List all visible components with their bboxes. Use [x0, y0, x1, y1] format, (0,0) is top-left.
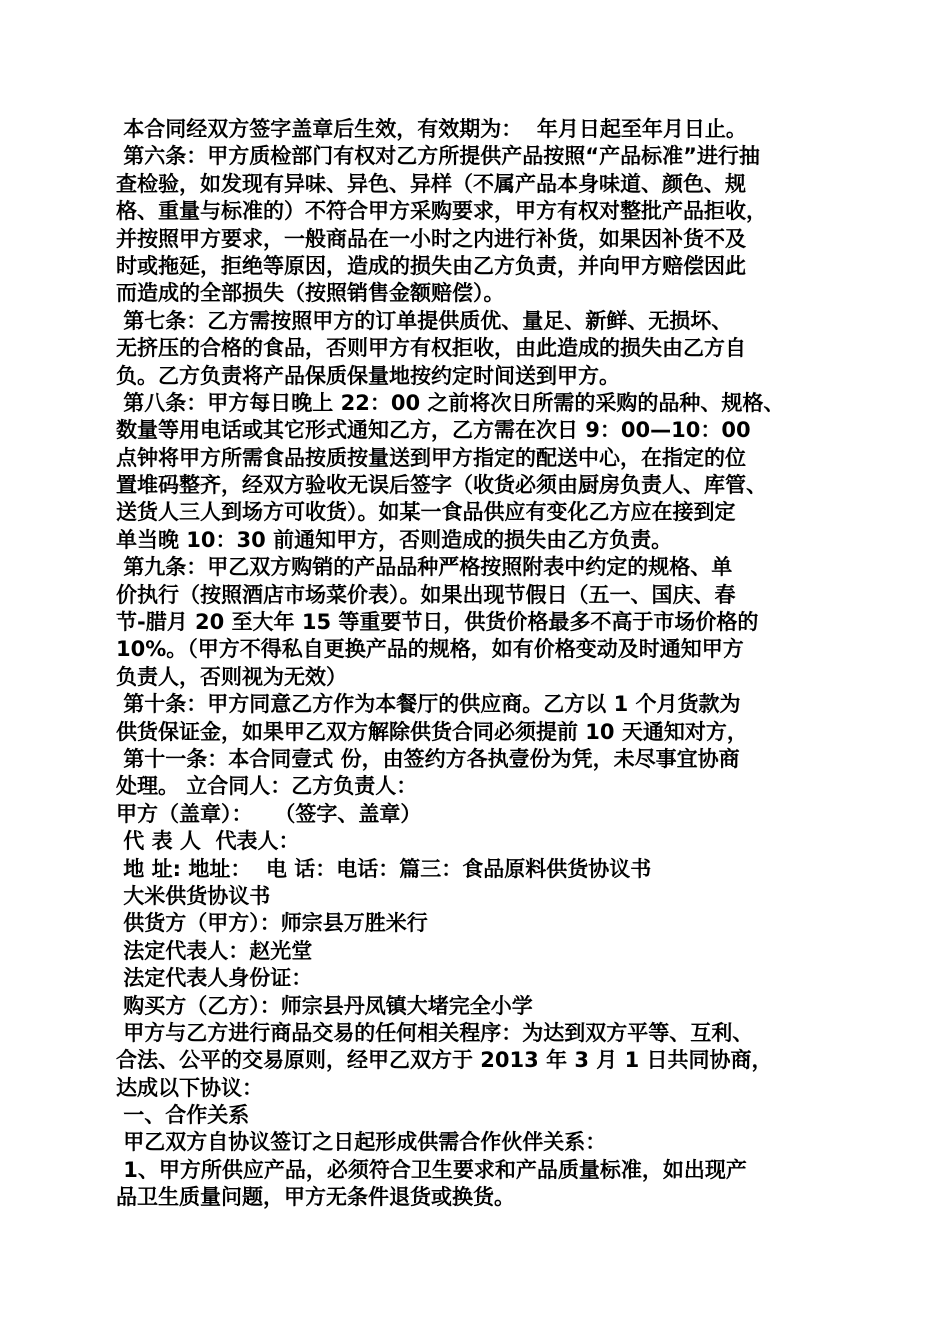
text-line: 合法、公平的交易原则，经甲乙双方于 2013 年 3 月 1 日共同协商，: [116, 1048, 773, 1073]
text-line: 供货方（甲方）：师宗县万胜米行: [116, 911, 428, 936]
text-line: 甲方与乙方进行商品交易的任何相关程序：为达到双方平等、互利、: [116, 1020, 754, 1045]
text-line: 节-腊月 20 至大年 15 等重要节日，供货价格最多不高于市场价格的: [116, 610, 759, 635]
text-line: 本合同经双方签字盖章后生效，有效期为： 年月日起至年月日止。: [116, 117, 747, 141]
text-line: 法定代表人身份证：: [116, 966, 313, 991]
text-line: 达成以下协议：: [116, 1075, 263, 1100]
text-line: 甲方（盖章）： （签字、盖章）: [116, 801, 422, 826]
text-line: 置堆码整齐，经双方验收无误后签字（收货必须由厨房负责人、库管、: [116, 473, 767, 498]
text-line: 第七条：乙方需按照甲方的订单提供质优、量足、新鲜、无损坏、: [116, 308, 733, 333]
text-line: 品卫生质量问题，甲方无条件退货或换货。: [116, 1185, 515, 1210]
text-line: 点钟将甲方所需食品按质按量送到甲方指定的配送中心，在指定的位: [116, 445, 746, 470]
text-line: 查检验，如发现有异味、异色、异样（不属产品本身味道、颜色、规: [116, 171, 746, 196]
text-line: 10%。（甲方不得私自更换产品的规格，如有价格变动及时通知甲方: [116, 637, 744, 662]
text-line: 第九条：甲乙双方购销的产品品种严格按照附表中约定的规格、单: [116, 555, 733, 580]
text-line: 大米供货协议书: [116, 883, 271, 908]
text-line: 代 表 人 代表人：: [116, 829, 300, 854]
text-line: 第十条：甲方同意乙方作为本餐厅的供应商。乙方以 1 个月货款为: [116, 692, 741, 717]
text-line: 单当晚 10：30 前通知甲方，否则造成的损失由乙方负责。: [116, 527, 673, 552]
text-line: 第十一条：本合同壹式 份，由签约方各执壹份为凭，未尽事宜协商: [116, 746, 740, 771]
text-line: 格、重量与标准的）不符合甲方采购要求，甲方有权对整批产品拒收，: [116, 199, 767, 224]
text-line: 处理。 立合同人：乙方负责人：: [116, 774, 418, 799]
text-line: 法定代表人：赵光堂: [116, 938, 313, 963]
text-line: 1、甲方所供应产品，必须符合卫生要求和产品质量标准，如出现产: [116, 1157, 747, 1182]
text-line: 一、合作关系: [116, 1103, 250, 1128]
text-line: 购买方（乙方）：师宗县丹凤镇大堵完全小学: [116, 993, 533, 1018]
text-line: 供货保证金，如果甲乙双方解除供货合同必须提前 10 天通知对方，: [116, 719, 748, 744]
text-line: 时或拖延，拒绝等原因，造成的损失由乙方负责，并向甲方赔偿因此: [116, 253, 746, 278]
document-body: [116, 116, 846, 1212]
text-line: 并按照甲方要求，一般商品在一小时之内进行补货，如果因补货不及: [116, 226, 746, 251]
text-line: 价执行（按照酒店市场菜价表）。如果出现节假日（五一、国庆、春: [116, 582, 736, 607]
text-line: 数量等用电话或其它形式通知乙方，乙方需在次日 9：00—10：00: [116, 418, 751, 443]
text-line: 第八条：甲方每日晚上 22：00 之前将次日所需的采购的品种、规格、: [116, 390, 785, 415]
text-line: 负责人，否则视为无效）: [116, 664, 347, 689]
text-line: 送货人三人到场方可收货）。如某一食品供应有变化乙方应在接到定: [116, 500, 736, 525]
text-line: 甲乙双方自协议签订之日起形成供需合作伙伴关系：: [116, 1130, 607, 1155]
text-line: 负。乙方负责将产品保质保量地按约定时间送到甲方。: [116, 363, 620, 388]
text-line: 地 址: 地址： 电 话：电话：篇三：食品原料供货协议书: [116, 856, 652, 881]
text-line: 无挤压的合格的食品，否则甲方有权拒收，由此造成的损失由乙方自: [116, 336, 746, 361]
text-line: 第六条：甲方质检部门有权对乙方所提供产品按照“产品标准”进行抽: [116, 144, 760, 169]
text-line: 而造成的全部损失（按照销售金额赔偿）。: [116, 281, 505, 306]
